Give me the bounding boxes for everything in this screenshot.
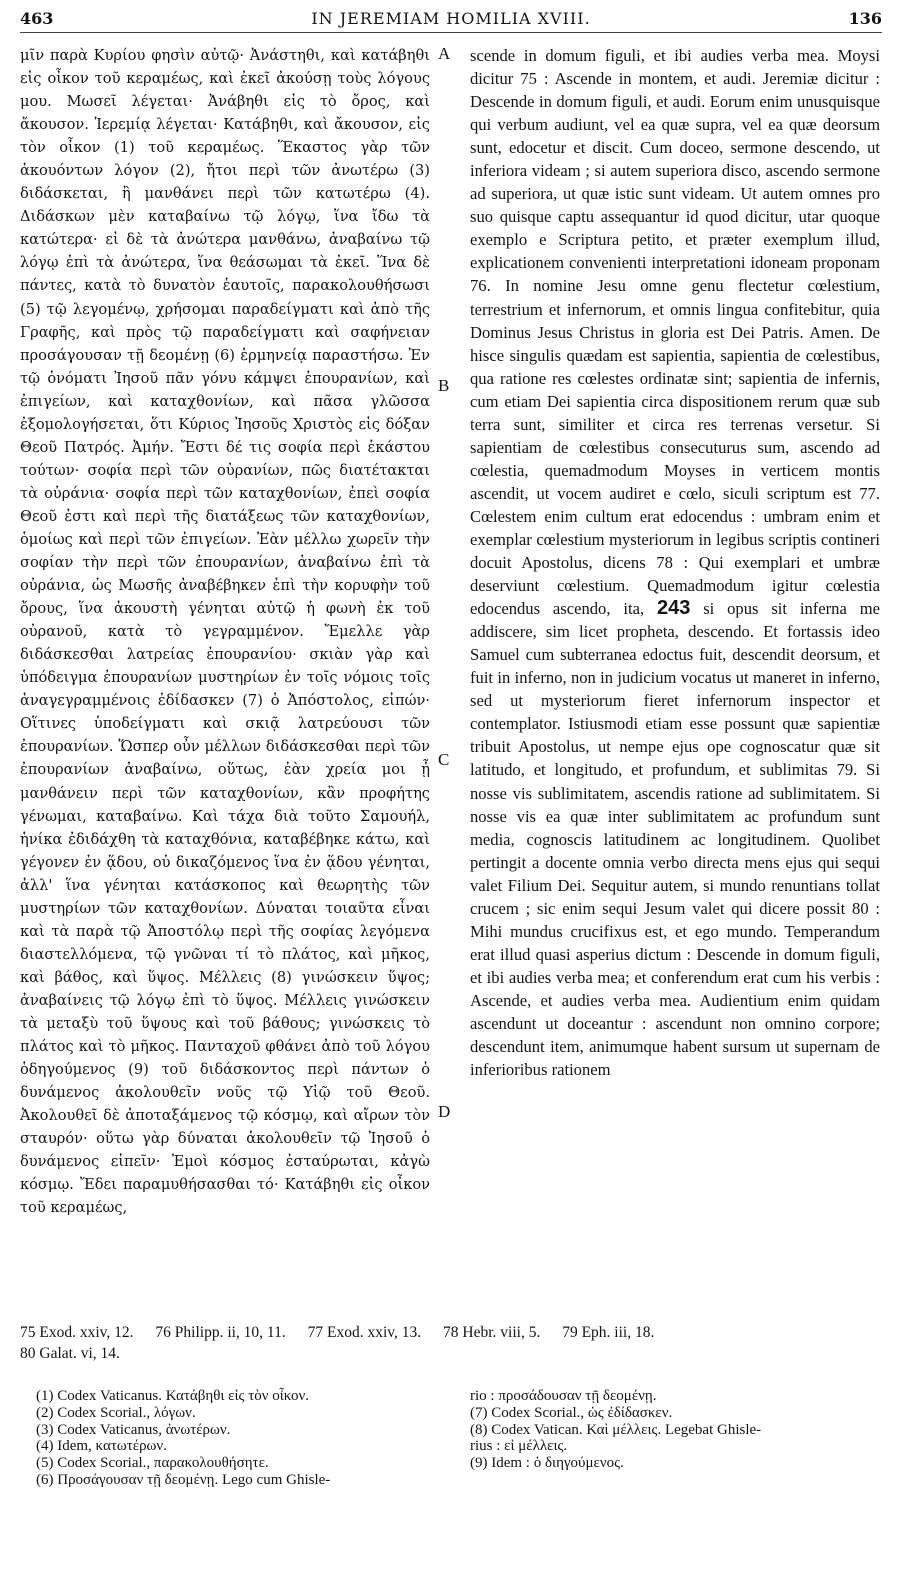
critical-note: (7) Codex Scorial., ὡς ἐδίδασκεν. [470,1404,673,1421]
critical-notes-right [470,1388,880,1472]
margin-marker-a: A [438,44,451,63]
critical-note: rio : προσάδουσαν τῇ δεομένῃ. [470,1388,657,1404]
scripture-ref: 79 Eph. iii, 18. [562,1324,655,1341]
scripture-ref: 78 Hebr. viii, 5. [443,1324,541,1341]
critical-note: (6) Προσάγουσαν τῇ δεομένῃ. Lego cum Ghisle- [36,1471,331,1488]
scripture-ref: 80 Galat. vi, 14. [20,1345,120,1362]
critical-note: (3) Codex Vaticanus, ἀνωτέρων. [36,1421,231,1438]
latin-column [470,44,880,1314]
critical-note: (4) Idem, κατωτέρων. [36,1438,167,1455]
header-rule [20,32,882,33]
critical-note: (8) Codex Vatican. Καὶ μέλλεις. Legebat Ghisle- [470,1421,762,1438]
critical-note: (2) Codex Scorial., λόγων. [36,1404,196,1421]
page-number-left: 463 [20,9,54,28]
greek-text: μῖν παρὰ Κυρίου φησὶν αὐτῷ· Ἀνάστηθι, καὶ κατάβηθι εἰς οἶκον τοῦ κεραμέως, καὶ ἐκεῖ ἀκούσῃ τοὺς λόγους μου. Μωσεῖ λέγεται· Ἀνάβηθι εἰς τὸ ὄρος, καὶ ἄκουσον. Ἱερεμίᾳ λέγεται· Κατάβηθι, καὶ ἄκουσον, εἰς τὸν οἶκον (1) τοῦ κεραμέως. Ἕκαστος γὰρ τῶν ἀκουόντων λόγον (2), ἤτοι περὶ τῶν ἀνωτέρω (3) διδάσκεται, ἢ μανθάνει περὶ τῶν κατωτέρω (4). Διδάσκων μὲν καταβαίνω τῷ λόγῳ, ἵνα ἴδω τὰ κατώτερα· εἰ δὲ τὰ ἀνώτερα μανθάνω, ἀναβαίνω τῷ λόγῳ ἐπὶ τὰ ἀνώτερα, ἵνα θεάσωμαι τὰ ἐκεῖ. Ἵνα δὲ πάντες, κατὰ τὸ δυνατὸν ἑαυτοῖς, παρακολουθήσωσι (5) τῷ λεγομένῳ, χρήσομαι παραδείγματι καὶ ἀπὸ τῆς Γραφῆς, καὶ πρὸς τῷ παραδείγματι καὶ σαφήνειαν προσάγουσαν τῇ δεομένῃ (6) ἑρμηνείᾳ παραστήσω. Ἐν τῷ ὀνόματι Ἰησοῦ πᾶν γόνυ κάμψει ἐπουρανίων, καὶ ἐπιγείων, καὶ καταχθονίων, καὶ πᾶσα γλῶσσα ἐξομολογήσεται, ὅτι Κύριος Ἰησοῦς Χριστὸς εἰς δόξαν Θεοῦ Πατρός. Ἀμήν. Ἔστι δέ τις σοφία περὶ ἑκάστου τούτων· σοφία περὶ τῶν οὐρανίων, πῶς διατέτακται τὰ οὐράνια· σοφία περὶ τῶν καταχθονίων, ἐπεὶ σοφία Θεοῦ ἐστι καὶ περὶ τῆς διατάξεως τῶν καταχθονίων, ὁμοίως καὶ περὶ τῶν ἐπιγείων. Ἐὰν μέλλω χωρεῖν τὴν σοφίαν τὴν περὶ τῶν ἐπουρανίων, ἀναβαίνω ἐπὶ τὰ οὐράνια, ὡς Μωσῆς ἀναβέβηκεν ἐπὶ τὴν κορυφὴν τοῦ ὄρους, ἵνα ἀκουστὴ γένηται αὐτῷ ἡ φωνὴ ἐκ τοῦ οὐρανοῦ, κατὰ τὸ γεγραμμένον. Ἔμελλε γὰρ διδάσκεσθαι λατρείας ἐπουρανίου· σκιὰν γὰρ καὶ ὑπόδειγμα ἐπουρανίων μυστηρίων ἐν τοῖς νόμοις τοῖς ἀναγεγραμμένοις ἐδίδασκεν (7) ὁ Ἀπόστολος, εἰπών· Οἵτινες ὑποδείγματι καὶ σκιᾷ λατρεύουσι τῶν ἐπουρανίων. Ὥσπερ οὖν μέλλων διδάσκεσθαι περὶ τῶν ἐπουρανίων ἀναβαίνω, οὕτως, ἐὰν χρεία μοι ᾖ μανθάνειν περὶ τῶν καταχθονίων, κἂν προφήτης γένωμαι, καταβαίνω. Καὶ τάχα διὰ τοῦτο Σαμουήλ, ἡνίκα ἐδιδάχθη τὰ καταχθόνια, καταβέβηκε κάτω, καὶ γέγονεν ἐν ᾅδου, οὐ δικαζόμενος ἵνα ἐν ᾅδου γένηται, ἀλλ' ἵνα γένηται κατάσκοπος καὶ θεωρητὴς τῶν μυστηρίων τῶν καταχθονίων. Δύναται τοιαῦτα εἶναι καὶ τὰ παρὰ τῷ Ἀποστόλῳ περὶ τῆς σοφίας λεγόμενα διαστελλόμενα, τῷ γνῶναι τί τὸ πλάτος, καὶ μῆκος, καὶ βάθος, καὶ ὕψος. Μέλλεις (8) γινώσκειν ὕψος; ἀναβαίνεις τῷ λόγῳ ἐπὶ τὸ ὕψος. Μέλλεις γινώσκειν τὰ μεταξὺ τοῦ ὕψους καὶ τοῦ βάθους; γινώσκεις τὸ πλάτος καὶ τὸ μῆκος. Πανταχοῦ φθάνει ἀπὸ τοῦ λόγου ὁδηγούμενος (9) τοῦ διδάσκοντος περὶ πάντων ὁ δυνάμενος ἀκολουθεῖν νοῦς τῷ Υἱῷ τοῦ Θεοῦ. Ἀκολουθεῖ δὲ ἀποταξάμενος τῷ κόσμῳ, καὶ αἴρων τὸν σταυρόν· οὕτω γὰρ δύναται ἀκολουθεῖν τῷ Ἰησοῦ ὁ δυνάμενος εἰπεῖν· Ἐμοὶ κόσμος ἐσταύρωται, κἀγὼ κόσμῳ. Ἔδει παραμυθήσασθαι τό· Κατάβηθι εἰς οἶκον τοῦ κεραμέως, [20,47,430,1217]
margin-marker-c: C [438,750,450,769]
margin-marker-d: D [438,1102,451,1121]
running-header [20,8,882,30]
column-number: 243 [656,597,691,620]
critical-note: (9) Idem : ὁ διηγούμενος. [470,1455,624,1472]
scripture-ref: 75 Exod. xxiv, 12. [20,1324,134,1341]
scripture-ref: 77 Exod. xxiv, 13. [307,1324,422,1341]
critical-note: rius : εἰ μέλλεις. [470,1438,568,1455]
greek-column [20,44,430,1314]
critical-notes-left [36,1388,436,1489]
scripture-ref: 76 Philipp. ii, 10, 11. [155,1324,286,1341]
latin-paragraph [470,44,880,1081]
critical-note: (1) Codex Vaticanus. Κατάβηθι εἰς τὸν οἶκον. [36,1388,310,1404]
margin-marker-b: B [438,376,450,395]
critical-note: (5) Codex Scorial., παρακολουθήσητε. [36,1455,269,1472]
scripture-references [20,1322,882,1364]
latin-text: scende in domum figuli, et ibi audies verba mea. Moysi dicitur 75 : Ascende in montem, et audi. Jeremiæ dicitur : Descende in domum figuli, et audi. Eorum enim unusquisque qui verbum audiunt, vel ea quæ supra, vel ea quæ deorsum sunt, edocetur et discit. Cum doceo, sermone descendo, ut inferiora videam ; si autem superiora disco, ascendo sermone ad superiora, ut quæ istic sunt videam. Ut autem omnes pro suo quisque captu assequantur id quod dicitur, utar quoque exemplo e Scriptura petito, et præter exemplum illud, explicationem convenienti interpretationi idoneam proponam 76. In nomine Jesu omne genu flectetur cœlestium, terrestrium et infernorum, et omnis lingua confitebitur, quia Dominus Jesus Christus in gloria est Dei Patris. Amen. De hisce singulis quædam est sapientia, sapientia de cœlestibus, qua ratione res cœlestes ordinatæ sint; sapientia de infernis, cum etiam Dei sapientia circa dispositionem rerum quæ sub terra sunt, similiter et circa res terrenas versetur. Si sapientiam de cœlestibus consecuturus sum, ascendo ad cœlestia, quemadmodum Moyses in verticem montis ascendit, ut vocem audiret e cœlo, siculi scriptum est 77. Cœlestem enim cultum erat edocendus : umbram enim et exemplar cœlestium mysteriorum in legibus scriptis contineri docuit Apostolus, dicens 78 : Qui exemplari et umbræ deserviunt cœlestium. Quemadmodum igitur cœlestia edocendus ascendo, ita, [470,46,880,619]
page-number-right: 136 [848,9,882,28]
latin-text-continued: si opus sit inferna me addiscere, sim licet propheta, descendo. Et fortassis ideo Samuel cum subterranea edoctus fuit, descendit deorsum, et fuit in inferno, non in judicium vocatus ut maneret in inferno, sed ut mysteriorum fieret infernorum inspector et contemplator. Istiusmodi etiam esse possunt quæ sapientiæ tribuit Apostolus, ut nempe ejus ope cognoscatur quæ sit latitudo, et longitudo, et profundum, et sublimitas 79. Si nosse vis sublimitatem, ascendis ratione ad sublimitatem. Si nosse vis ea quæ inter sublimitatem ac profundum sunt media, cognoscis latitudinem ac longitudinem. Quolibet pertingit a docente omnia verbo directa mens ejus qui sequi valet Filium Dei. Sequitur autem, si mundo renuntians tollat crucem ; sic enim sequi Jesum valet qui dicere possit 80 : Mihi mundus crucifixus est, et ego mundo. Temperandum erat illud quasi asperius dictum : Descende in domum figuli, et ibi audies verba mea; et conferendum erat cum his verbis : Ascende, et audies verba mea. Audientium enim quidam ascendunt ut doceantur : ascendunt non omnino corpore; descendunt item, animumque habent sursum ut supernam de inferioribus rationem [470,599,880,1080]
running-title: IN JEREMIAM HOMILIA XVIII. [311,9,591,28]
